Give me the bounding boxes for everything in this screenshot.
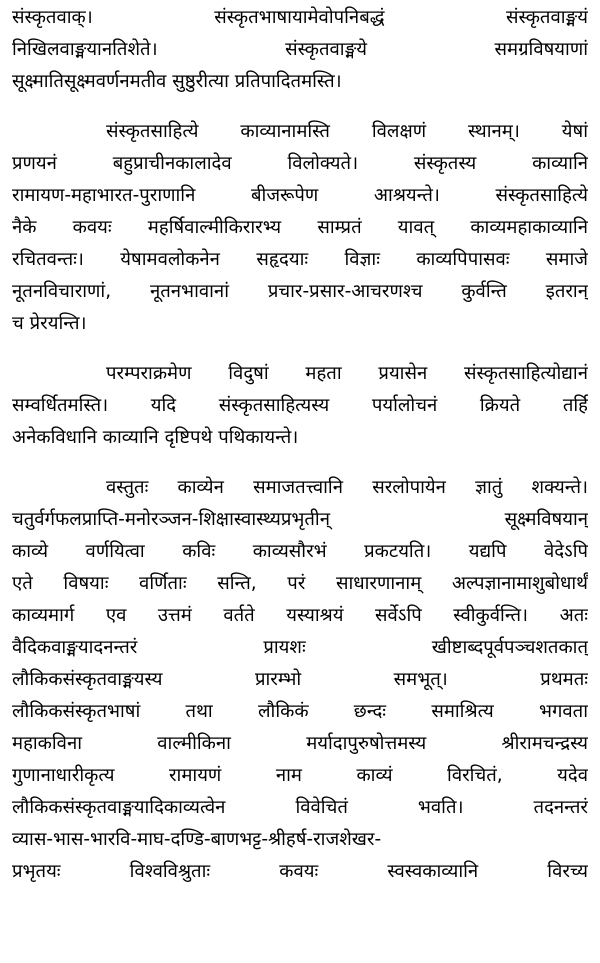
paragraph-1 (12, 2, 588, 98)
text-line: वस्तुतः काव्येन समाजतत्त्वानि सरलोपायेन ज्ञातुं शक्यन्ते। (106, 477, 588, 498)
text-line: एते विषयाः वर्णिताः सन्ति, परं साधारणानाम् अल्पज्ञानामाशुबोधार्थं (12, 573, 588, 594)
text-line: परम्पराक्रमेण विदुषां महता प्रयासेन संस्कृतसाहित्योद्यानं (106, 363, 588, 384)
text-line: संस्कृतसाहित्ये काव्यानामस्ति विलक्षणं स्थानम्। येषां (106, 121, 588, 142)
paragraph-spacer (12, 98, 588, 116)
text-line: गुणानाधारीकृत्य रामायणं नाम काव्यं विरचितं, यदेव (12, 765, 588, 786)
text-line: नूतनविचाराणां, नूतनभावानां प्रचार-प्रसार-आचरणश्च कुर्वन्ति इतरान् (12, 281, 588, 302)
text-line: नैके कवयः महर्षिवाल्मीकिरारभ्य साम्प्रतं यावत् काव्यमहाकाव्यानि (12, 217, 588, 238)
text-line: प्रभृतयः विश्वविश्रुताः कवयः स्वस्वकाव्यानि विरच्य (12, 861, 588, 882)
text-line: काव्यमार्ग एव उत्तमं वर्तते यस्याश्रयं सर्वेऽपि स्वीकुर्वन्ति। अतः (12, 605, 588, 626)
paragraph-3 (12, 358, 588, 454)
text-line: महाकविना वाल्मीकिना मर्यादापुरुषोत्तमस्य श्रीरामचन्द्रस्य (12, 733, 588, 754)
text-line: काव्ये वर्णयित्वा कविः काव्यसौरभं प्रकटयति। यद्यपि वेदेऽपि (12, 541, 588, 562)
text-line: चतुर्वर्गफलप्राप्ति-मनोरञ्जन-शिक्षास्वास्थ्यप्रभृतीन् सूक्ष्मविषयान् (12, 509, 588, 530)
paragraph-4 (12, 472, 588, 888)
text-line: सूक्ष्मातिसूक्ष्मवर्णनमतीव सुष्ठुरीत्या प्रतिपादितमस्ति। (12, 71, 342, 92)
text-line: निखिलवाङ्मयानतिशेते। संस्कृतवाङ्मये समग्रविषयाणां (12, 39, 588, 60)
paragraph-spacer (12, 340, 588, 358)
text-line: प्रणयनं बहुप्राचीनकालादेव विलोक्यते। संस्कृतस्य काव्यानि (12, 153, 588, 174)
text-line: लौकिकसंस्कृतभाषां तथा लौकिकं छन्दः समाश्रित्य भगवता (12, 701, 588, 722)
text-line: लौकिकसंस्कृतवाङ्मयादिकाव्यत्वेन विवेचितं भवति। तदनन्तरं (12, 797, 588, 818)
text-line: व्यास-भास-भारवि-माघ-दण्डि-बाणभट्ट-श्रीहर्ष-राजशेखर- (12, 829, 382, 850)
paragraph-2 (12, 116, 588, 340)
text-line: रामायण-महाभारत-पुराणानि बीजरूपेण आश्रयन्ते। संस्कृतसाहित्ये (12, 185, 588, 206)
text-line: रचितवन्तः। येषामवलोकनेन सहृदयाः विज्ञाः काव्यपिपासवः समाजे (12, 249, 588, 270)
text-line: च प्रेरयन्ति। (12, 313, 87, 334)
text-line: वैदिकवाङ्मयादनन्तरं प्रायशः खीष्टाब्दपूर्वपञ्चशतकात् (12, 637, 588, 658)
text-line: सम्वर्धितमस्ति। यदि संस्कृतसाहित्यस्य पर्यालोचनं क्रियते तर्हि (12, 395, 588, 416)
document-page (12, 2, 588, 888)
text-line: लौकिकसंस्कृतवाङ्मयस्य प्रारम्भो समभूत्। प्रथमतः (12, 669, 588, 690)
paragraph-spacer (12, 454, 588, 472)
text-line: संस्कृतवाक्। संस्कृतभाषायामेवोपनिबद्धं संस्कृतवाङ्मयं (12, 7, 588, 28)
text-line: अनेकविधानि काव्यानि दृष्टिपथे पथिकायन्ते। (12, 427, 299, 448)
